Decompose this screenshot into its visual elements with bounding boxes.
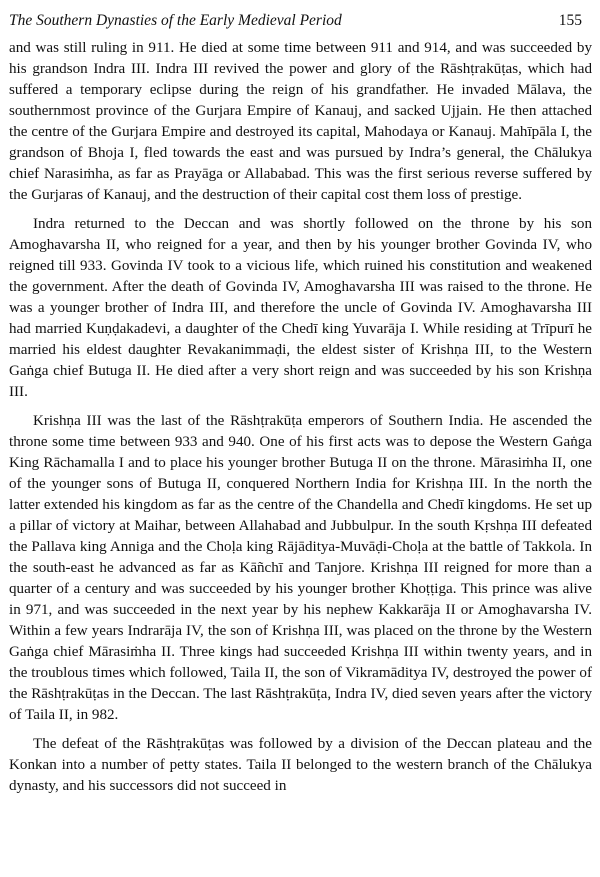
page-number: 155 [558,12,582,29]
paragraph-1: and was still ruling in 911. He died at some time between 911 and 914, and was succeeded by his grandson Indra III. Indra III revived the power and glory of the Rāshṭrakūṭas, which had suffered a temporary eclipse during the reign of his grandfather. He invaded Mālava, the southernmost province of the Gurjara Empire of Kanauj, and sacked Ujjain. He then attached the centre of the Gurjara Empire and destroyed its capital, Mahodaya or Kanauj. Mahīpāla I, the grandson of Bhoja I, fled towards the east and was pursued by Indra’s general, the Chālukya chief Narasiṁha, as far as Prayāga or Allababad. This was the first serious reverse suffered by the Gurjaras of Kanauj, and the destruction of their capital cost them loss of prestige. [9,40,592,203]
body-text [9,38,592,797]
paragraph-3: Krishṇa III was the last of the Rāshṭrakūṭa emperors of Southern India. He ascended the throne some time between 933 and 940. One of his first acts was to depose the Western Gaṅga King Rāchamalla I and to place his younger brother Butuga II on the throne. Mārasiṁha II, one of the younger sons of Butuga II, conquered Northern India for Krishṇa III. In the north the latter extended his kingdom as far as the centre of the Chandella and Chedī kingdoms. He set up a pillar of victory at Maihar, between Allahabad and Jubbulpur. In the south Kṛshṇa III defeated the Pallava king Anniga and the Choḷa king Rājāditya-Muvāḍi-Choḷa at the battle of Takkola. In the south-east he advanced as far as Kāñchī and Tanjore. Krishṇa III reigned for more than a quarter of a century and was succeeded by his younger brother Khoṭṭiga. This prince was alive in 971, and was succeeded in the next year by his nephew Kakkarāja II or Amoghavarsha IV. Within a few years Indrarāja IV, the son of Krishṇa III, was placed on the throne by the Western Gaṅga chief Mārasiṁha II. Three kings had succeeded Krishṇa III within twenty years, and in the troublous times which followed, Taila II, the son of Vikramāditya IV, destroyed the power of the Rāshṭrakūṭas in the Deccan. The last Rāshṭrakūṭa, Indra IV, died seven years after the victory of Taila II, in 982. [9,413,592,723]
paragraph-4: The defeat of the Rāshṭrakūṭas was followed by a division of the Deccan plateau and the Konkan into a number of petty states. Taila II belonged to the western branch of the Chālukya dynasty, and his successors did not succeed in [9,736,592,794]
running-title: The Southern Dynasties of the Early Medieval Period [9,12,342,29]
running-header [9,11,592,31]
paragraph-2: Indra returned to the Deccan and was shortly followed on the throne by his son Amoghavarsha II, who reigned for a year, and then by his younger brother Govinda IV, who reigned till 933. Govinda IV took to a vicious life, which ruined his constitution and weakened the government. After the death of Govinda IV, Amoghavarsha III was raised to the throne. He was a younger brother of Indra III, and therefore the uncle of Govinda IV. Amoghavarsha III had married Kuṇḍakadevi, a daughter of the Chedī king Yuvarāja I. While residing at Trīpurī he married his eldest daughter Revakanimmaḍi, the eldest sister of Krishṇa III, to the Western Gaṅga chief Butuga II. He died after a very short reign and was succeeded by his son Krishṇa III. [9,216,592,400]
